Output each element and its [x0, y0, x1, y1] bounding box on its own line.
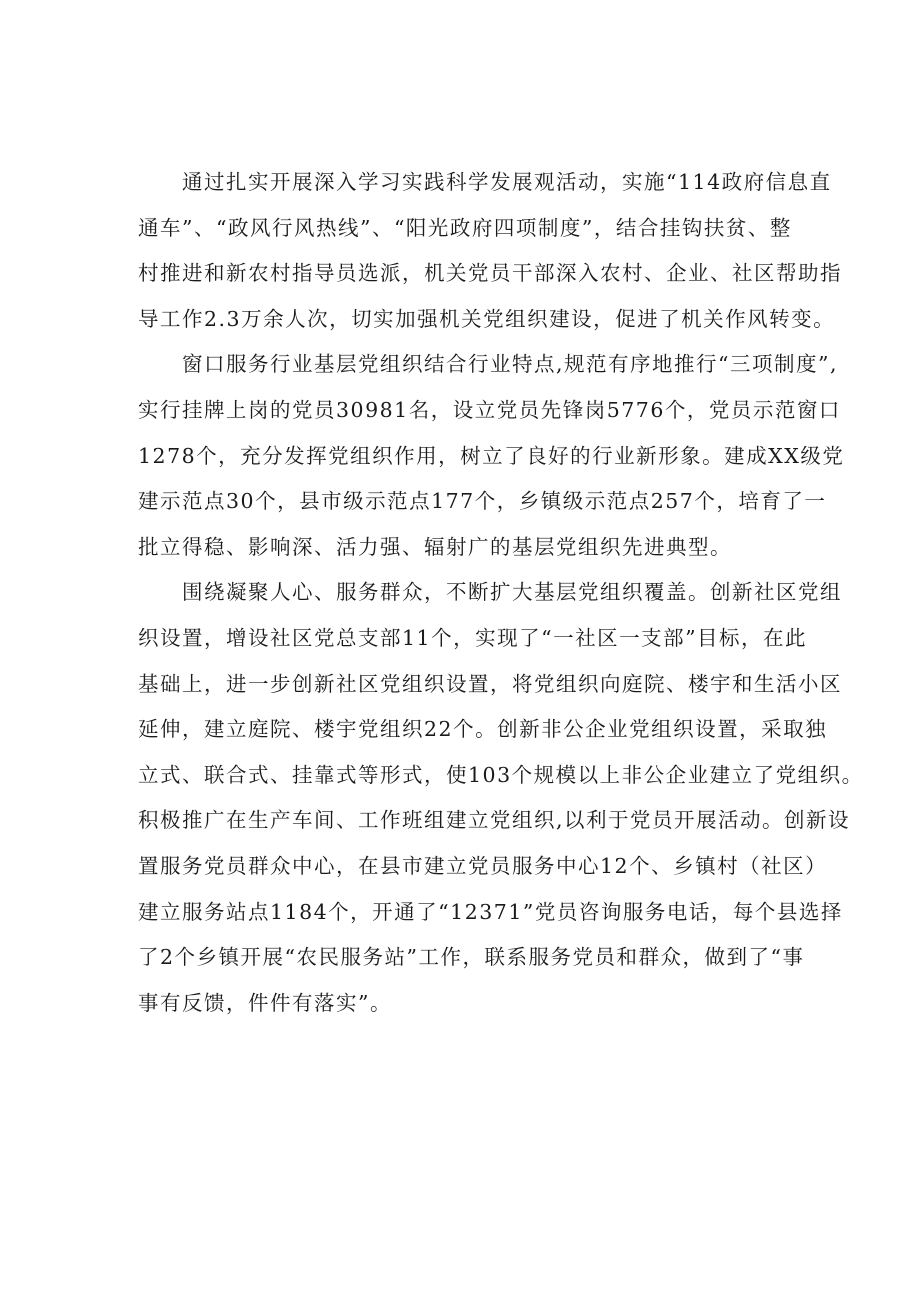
text-line: 织设置，增设社区党总支部11个，实现了“一社区一支部”目标，在此	[138, 625, 808, 650]
text-line: 实行挂牌上岗的党员30981名，设立党员先锋岗5776个，党员示范窗口	[138, 397, 841, 422]
paragraph-3	[138, 570, 864, 1026]
text-line: 基础上，进一步创新社区党组织设置，将党组织向庭院、楼宇和生活小区	[138, 671, 842, 696]
text-line: 建示范点30个，县市级示范点177个，乡镇级示范点257个，培育了一	[138, 489, 827, 514]
text-line: 积极推广在生产车间、工作班组建立党组织,以利于党员开展活动。创新设	[138, 808, 851, 833]
text-line: 事有反馈，件件有落实”。	[138, 990, 392, 1015]
text-line: 围绕凝聚人心、服务群众，不断扩大基层党组织覆盖。创新社区党组	[182, 580, 842, 605]
text-line: 了2个乡镇开展“农民服务站”工作，联系服务党员和群众，做到了“事	[138, 945, 805, 970]
text-line: 立式、联合式、挂靠式等形式，使103个规模以上非公企业建立了党组织。	[138, 762, 864, 787]
text-line: 导工作2.3万余人次，切实加强机关党组织建设，促进了机关作风转变。	[138, 306, 836, 331]
text-line: 通过扎实开展深入学习实践科学发展观活动，实施“114政府信息直	[182, 170, 832, 194]
paragraph-1	[138, 160, 842, 342]
text-line: 建立服务站点1184个，开通了“12371”党员咨询服务电话，每个县选择	[138, 899, 843, 924]
text-line: 村推进和新农村指导员选派，机关党员干部深入农村、企业、社区帮助指	[138, 261, 842, 286]
paragraph-2	[138, 342, 845, 570]
document-body	[138, 160, 864, 1026]
text-line: 置服务党员群众中心，在县市建立党员服务中心12个、乡镇村（社区）	[138, 853, 828, 878]
text-line: 延伸，建立庭院、楼宇党组织22个。创新非公企业党组织设置，采取独	[138, 717, 828, 742]
text-line: 1278个，充分发挥党组织作用，树立了良好的行业新形象。建成XX级党	[138, 443, 845, 468]
text-line: 窗口服务行业基层党组织结合行业特点,规范有序地推行“三项制度”,	[182, 352, 838, 377]
text-line: 通车”、“政风行风热线”、“阳光政府四项制度”，结合挂钩扶贫、整	[138, 215, 792, 240]
text-line: 批立得稳、影响深、活力强、辐射广的基层党组织先进典型。	[138, 534, 732, 559]
